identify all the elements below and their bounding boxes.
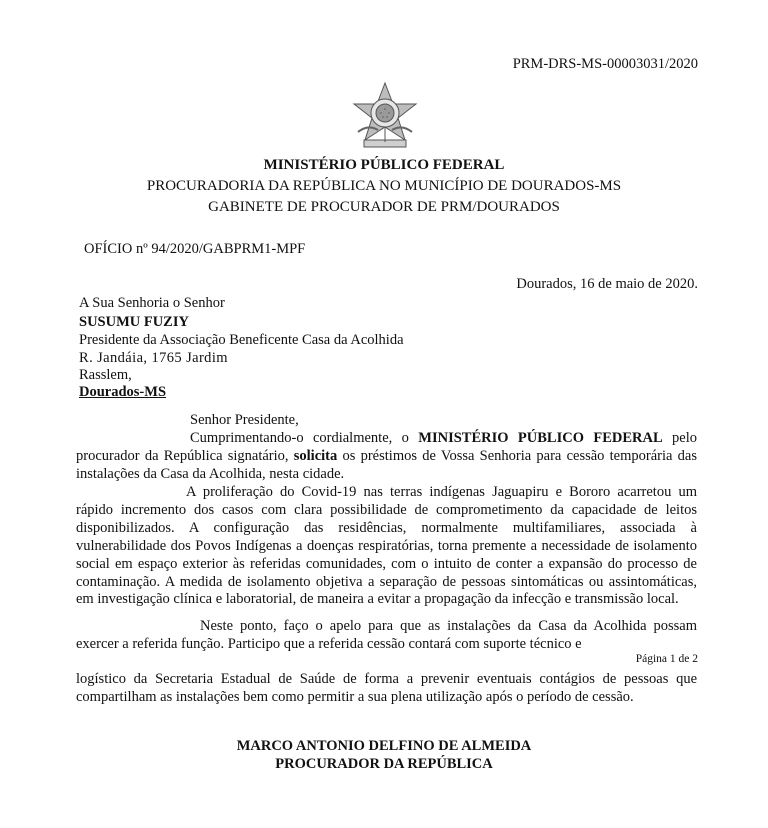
salutation: Senhor Presidente, [190, 412, 299, 428]
coat-of-arms-emblem [348, 80, 422, 154]
header-gabinete: GABINETE DE PROCURADOR DE PRM/DOURADOS [208, 199, 560, 215]
paragraph-text: Cumprimentando-o cordialmente, o [190, 430, 419, 446]
paragraph-appeal: Neste ponto, faço o apelo para que as instalações da Casa da Acolhida possam exercer a referida função. Participo que a referida cessão contará com suporte técnico e [76, 618, 697, 652]
paragraph-text: os préstimos de Vossa Senhoria para cessão temporária das instalações da Casa da Acolhida, nesta cidade. [76, 447, 697, 482]
page-number: Página 1 de 2 [635, 653, 698, 665]
recipient-salutation-line: A Sua Senhoria o Senhor [79, 295, 225, 311]
paragraph-support: logístico da Secretaria Estadual de Saúde de forma a prevenir eventuais contágios de pessoas que compartilham as instalações bem como permitir a sua plena utilização após o período de cessão. [76, 671, 697, 705]
header-ministry: MINISTÉRIO PÚBLICO FEDERAL [263, 157, 505, 173]
recipient-district: Rasslem, [79, 367, 132, 383]
signatory-name: MARCO ANTONIO DELFINO DE ALMEIDA [236, 738, 532, 754]
paragraph-request [76, 430, 697, 484]
recipient-city: Dourados-MS [79, 384, 167, 400]
paragraph-context: A proliferação do Covid-19 nas terras indígenas Jaguapiru e Bororo acarretou um rápido incremento dos casos com clara possibilidade de comprometimento da capacidade de leitos disponibilizados. A configuração das residências, normalmente multifamiliares, associada à vulnerabilidade dos Povos Indígenas a doenças respiratórias, torna premente a necessidade de isolamento social em espaço exterior às referidas comunidades, com o intuito de conter a expansão do processo de contaminação. A medida de isolamento objetiva a separação de pessoas sintomáticas ou assintomáticas, em investigação clínica e laboratorial, de maneira a evitar a propagação da infecção e transmissão local. [76, 484, 697, 608]
institution-name: MINISTÉRIO PÚBLICO FEDERAL [418, 430, 663, 446]
signatory-title: PROCURADOR DA REPÚBLICA [275, 756, 493, 772]
letter-date: Dourados, 16 de maio de 2020. [516, 276, 698, 292]
recipient-role: Presidente da Associação Beneficente Casa da Acolhida [79, 332, 404, 348]
request-verb: solicita [293, 447, 338, 464]
oficio-number: OFÍCIO nº 94/2020/GABPRM1-MPF [84, 241, 306, 257]
document-id: PRM-DRS-MS-00003031/2020 [512, 56, 698, 72]
recipient-street: R. Jandáia, 1765 Jardim [79, 350, 228, 366]
paragraph-text: pelo procurador da República signatário, [76, 430, 697, 464]
recipient-name: SUSUMU FUZIY [79, 314, 189, 330]
header-procuradoria: PROCURADORIA DA REPÚBLICA NO MUNICÍPIO DE DOURADOS-MS [146, 178, 622, 194]
